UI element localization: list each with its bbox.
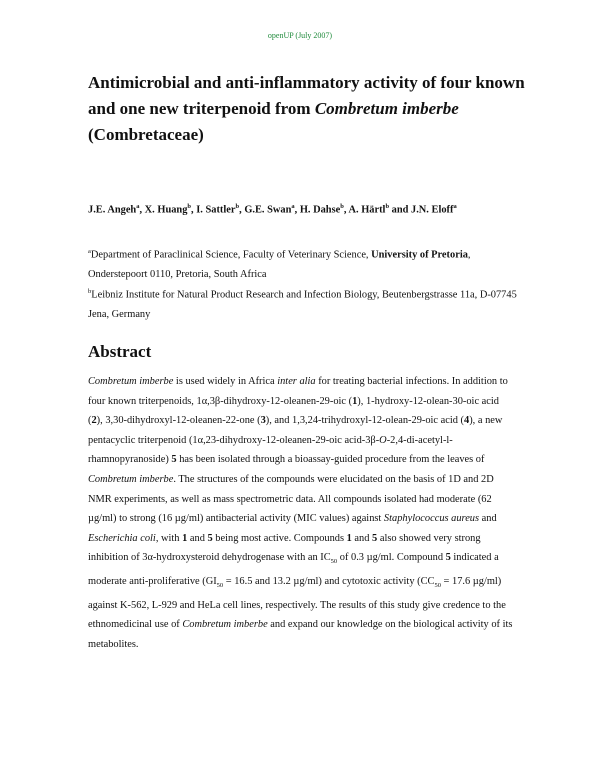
species-name: Combretum imberbe xyxy=(88,473,174,485)
affiliation-a xyxy=(88,242,518,285)
compound-number: 1 xyxy=(346,532,352,544)
abstract-text: = 16.5 and 13.2 µg/ml) and cytotoxic activity (CC xyxy=(223,576,435,588)
abstract-text: is used widely in Africa xyxy=(173,376,278,387)
affiliation-marker: b xyxy=(88,288,92,295)
author-separator: and xyxy=(389,204,412,216)
species-name: Escherichia coli xyxy=(88,532,156,544)
italic-atom: O xyxy=(379,434,387,446)
abstract-text: , with xyxy=(155,532,183,544)
author-separator: , xyxy=(139,204,145,216)
compound-number: 5 xyxy=(372,532,378,544)
affiliation-text: , Onderstepoort 0110, Pretoria, South Africa xyxy=(88,249,471,281)
abstract-text: ), and 1,3,24-trihydroxyl-12-olean-29-oic acid ( xyxy=(265,415,465,427)
author-affiliation-marker: a xyxy=(136,203,140,210)
subscript: 50 xyxy=(330,558,338,566)
abstract-paragraph xyxy=(88,372,516,654)
abstract-text: -2,4-di-acetyl-l-rhamnopyranoside) xyxy=(88,434,453,466)
title-species: Combretum imberbe xyxy=(314,99,459,118)
affiliation-text: Department of Paraclinical Science, Faculty of Veterinary Science, xyxy=(90,249,372,261)
author-separator: , xyxy=(191,204,197,216)
author-affiliation-marker: a xyxy=(291,203,295,210)
abstract-text: being most active. Compounds xyxy=(212,532,347,544)
abstract-heading: Abstract xyxy=(88,342,152,361)
author-name: A. Härtl xyxy=(348,204,386,216)
affiliation-text: Leibniz Institute for Natural Product Research and Infection Biology, Beutenbergstrasse 11a, D-07745 Jena, Germany xyxy=(88,289,517,321)
author-affiliation-marker: a xyxy=(453,203,457,210)
subscript: 50 xyxy=(216,582,224,590)
author-name: I. Sattler xyxy=(196,204,236,216)
compound-number: 5 xyxy=(207,532,213,544)
title-part-2: (Combretaceae) xyxy=(88,125,204,144)
abstract-text: and expand our knowledge on the biological activity of its metabolites. xyxy=(88,619,513,650)
compound-number: 4 xyxy=(464,415,470,427)
journal-header-note: openUP (July 2007) xyxy=(267,31,333,40)
author-name: X. Huang xyxy=(144,204,188,216)
species-name: Combretum imberbe xyxy=(182,619,268,631)
abstract-text: ), 1-hydroxy-12-olean-30-oic acid ( xyxy=(88,395,499,427)
compound-number: 2 xyxy=(91,415,97,427)
species-name: Staphylococcus aureus xyxy=(383,513,480,525)
author-separator: , xyxy=(343,204,349,216)
abstract-text: ), 3,30-dihydroxyl-12-oleanen-22-one ( xyxy=(96,415,261,427)
species-name: Combretum imberbe xyxy=(88,376,174,387)
compound-number: 3 xyxy=(260,415,266,427)
abstract-text: also showed very strong inhibition of 3α-hydroxysteroid dehydrogenase with an IC xyxy=(88,532,481,564)
abstract-text: for treating bacterial infections. In addition to four known triterpenoids, 1α,3β-dihydroxy-12-oleanen-29-oic ( xyxy=(88,376,508,407)
paper-title xyxy=(88,70,528,148)
abstract-text: of 0.3 µg/ml. Compound xyxy=(337,552,446,564)
abstract-text: indicated a moderate anti-proliferative (GI xyxy=(88,552,499,588)
abstract-text: = 17.6 µg/ml) against K-562, L-929 and HeLa cell lines, respectively. The results of this study give credence to the ethnomedicinal use of xyxy=(88,576,506,631)
abstract-text: and xyxy=(479,513,497,525)
author-separator: , xyxy=(294,204,300,216)
author-affiliation-marker: b xyxy=(235,203,240,210)
compound-number: 1 xyxy=(352,395,358,407)
compound-number: 1 xyxy=(182,532,188,544)
author-affiliation-marker: b xyxy=(187,203,192,210)
author-name: H. Dahse xyxy=(299,204,341,216)
author-separator: , xyxy=(239,204,245,216)
author-affiliation-marker: b xyxy=(340,203,344,210)
abstract-text: ), a new pentacyclic triterpenoid (1α,23-dihydroxy-12-oleanen-29-oic acid-3β- xyxy=(88,415,503,446)
abstract-text: and xyxy=(351,532,373,544)
author-name: G.E. Swan xyxy=(244,204,292,216)
abstract-text: has been isolated through a bioassay-guided procedure from the leaves of xyxy=(176,454,485,466)
compound-number: 5 xyxy=(171,454,177,466)
affiliation-marker: a xyxy=(88,248,91,255)
author-list xyxy=(88,203,528,215)
compound-number: 5 xyxy=(445,552,451,564)
title-part-1: Antimicrobial and anti-inflammatory activity of four known and one new triterpenoid from xyxy=(88,73,525,118)
subscript: 50 xyxy=(434,582,441,590)
affiliation-university: University of Pretoria xyxy=(371,249,468,261)
author-name: J.N. Eloff xyxy=(411,204,454,216)
latin-phrase: inter alia xyxy=(277,376,316,387)
affiliation-b xyxy=(88,282,518,325)
author-affiliation-marker: b xyxy=(385,203,390,210)
abstract-text: . The structures of the compounds were elucidated on the basis of 1D and 2D NMR experiments, as well as mass spectrometric data. All compounds isolated had moderate (62 µg/ml) to strong (16 µg/ml) antibacterial activity (MIC values) against xyxy=(88,473,494,525)
abstract-text: and xyxy=(187,532,208,544)
author-name: J.E. Angeh xyxy=(88,204,137,216)
